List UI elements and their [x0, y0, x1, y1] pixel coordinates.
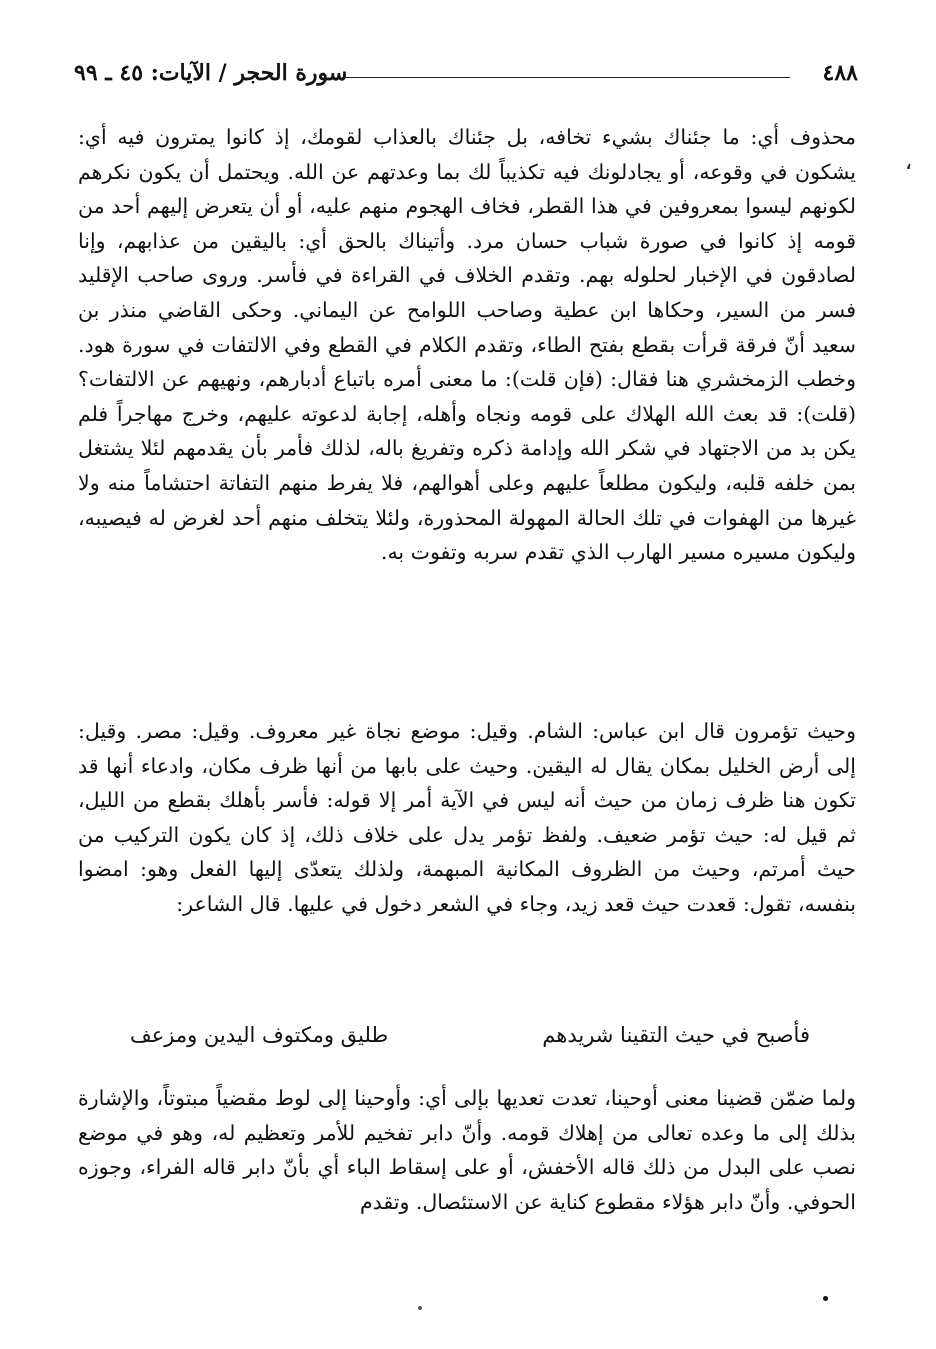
page-header — [74, 58, 858, 98]
hemistich-left: طليق ومكتوف اليدين ومزعف — [130, 1023, 389, 1047]
running-title — [74, 60, 347, 86]
page-number: ٤٨٨ — [822, 60, 858, 86]
paragraph-3 — [78, 1081, 856, 1219]
ink-speck — [418, 1306, 422, 1310]
paragraph-1 — [78, 120, 856, 570]
ink-speck — [823, 1296, 828, 1301]
margin-mark: ، — [905, 150, 913, 175]
paragraph-text: وحيث تؤمرون قال ابن عباس: الشام. وقيل: موضع نجاة غير معروف. وقيل: مصر. وقيل: إلى أرض الخليل بمكان يقال له اليقين. وحيث على بابها من أنها ظرف مكان، وادعاء أنها قد تكون هنا ظرف زمان من حيث أنه ليس في الآية أمر إلا قوله: فأسر بأهلك بقطع من الليل، ثم قيل له: حيث تؤمر ضعيف. ولفظ تؤمر يدل على خلاف ذلك، إذ كان يكون التركيب من حيث أمرتم، وحيث من الظروف المكانية المبهمة، ولذلك يتعدّى إليها الفعل وهو: امضوا بنفسه، تقول: قعدت حيث قعد زيد، وجاء في الشعر دخول في عليها. قال الشاعر: — [78, 719, 856, 916]
poem-verse — [130, 1023, 810, 1047]
paragraph-2 — [78, 714, 856, 922]
paragraph-text: محذوف أي: ما جئناك بشيء تخافه، بل جئناك بالعذاب لقومك، إذ كانوا يمترون فيه أي: يشكون في وقوعه، أو يجادلونك فيه تكذيباً لك بما وعدتهم عن الله. ويحتمل أن يكون نكرهم لكونهم ليسوا بمعروفين في هذا القطر، فخاف الهجوم منهم عليه، أو أن يتعرض إليهم أحد من قومه إذ كانوا في صورة شباب حسان مرد. وأتيناك بالحق أي: باليقين من عذابهم، وإنا لصادقون في الإخبار لحلوله بهم. وتقدم الخلاف في القراءة في فأسر. وروى صاحب الإقليد فسر من السير، وحكاها ابن عطية وصاحب اللوامح عن اليماني. وحكى القاضي منذر بن سعيد أنّ فرقة قرأت بقطع بفتح الطاء، وتقدم الكلام في القطع وفي الالتفات في سورة هود. وخطب الزمخشري هنا فقال: (فإن قلت): ما معنى أمره باتباع أدبارهم، ونهيهم عن الالتفات؟ (قلت): قد بعث الله الهلاك على قومه ونجاه وأهله، إجابة لدعوته عليهم، وخرج مهاجراً فلم يكن بد من الاجتهاد في شكر الله وإدامة ذكره وتفريغ باله، لذلك فأمر بأن يقدمهم لئلا يشتغل بمن خلفه قلبه، وليكون مطلعاً عليهم وعلى أهوالهم، فلا يفرط منهم التفاتة احتشاماً منه ولا غيرها من الهفوات في تلك الحالة المهولة المحذورة، ولئلا يتخلف منهم أحد لغرض له فيصيبه، وليكون مسيره مسير الهارب الذي تقدم سربه وتفوت به. — [78, 125, 857, 565]
hemistich-right: فأصبح في حيث التقينا شريدهم — [542, 1023, 810, 1047]
surah-title: سورة الحجر / الآيات: ٤٥ ـ ٩٩ — [74, 60, 348, 86]
paragraph-text: ولما ضمّن قضينا معنى أوحينا، تعدت تعديها بإلى أي: وأوحينا إلى لوط مقضياً مبتوتاً، والإشارة بذلك إلى ما وعده تعالى من إهلاك قومه. وأنّ دابر تفخيم للأمر وتعظيم له، وهو في موضع نصب على البدل من ذلك قاله الأخفش، أو على إسقاط الباء أي بأنّ دابر قاله الفراء، وجوزه الحوفي. وأنّ دابر هؤلاء مقطوع كناية عن الاستئصال. وتقدم — [78, 1086, 856, 1214]
header-rule — [342, 77, 790, 78]
